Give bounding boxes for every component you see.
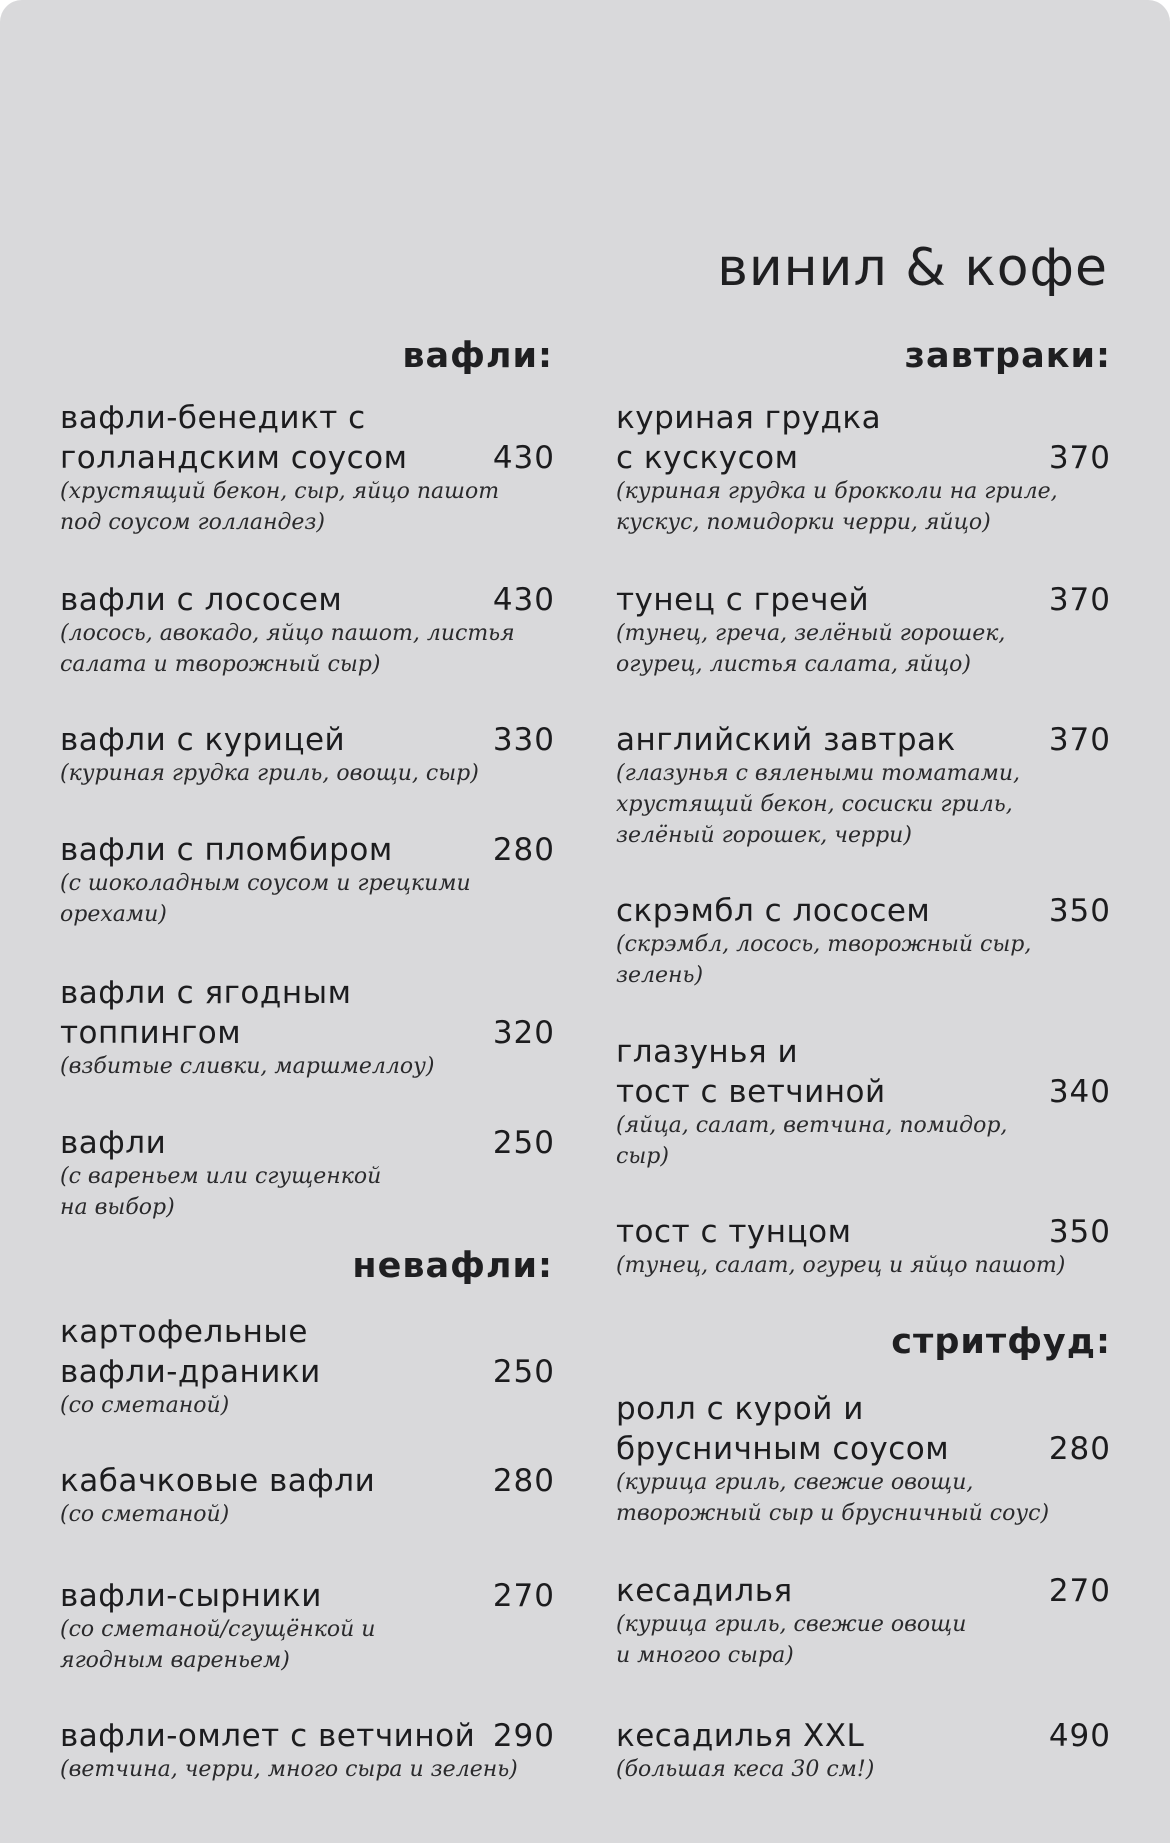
- menu-item: [616, 580, 1111, 680]
- item-name: тунец с гречей: [616, 582, 870, 618]
- item-description: (большая кеса 30 см!): [616, 1757, 875, 1782]
- item-description: (яйца, салат, ветчина, помидор, сыр): [616, 1113, 1008, 1169]
- menu-item: [616, 891, 1111, 991]
- item-name: английский завтрак: [616, 722, 956, 758]
- item-name: брусничным соусом: [616, 1431, 950, 1467]
- item-price: 490: [1048, 1718, 1111, 1754]
- item-description: (тунец, салат, огурец и яйцо пашот): [616, 1253, 1066, 1278]
- item-name-line: куриная грудка: [616, 400, 882, 436]
- item-price: 250: [492, 1354, 555, 1390]
- menu-item: [60, 1461, 555, 1530]
- item-description: (курица гриль, свежие овощи, творожный сыр и брусничный соус): [616, 1470, 1050, 1526]
- item-price: 340: [1048, 1074, 1111, 1110]
- item-description: (с вареньем или сгущенкой на выбор): [60, 1164, 382, 1220]
- menu-item: [60, 973, 555, 1082]
- item-name: вафли с пломбиром: [60, 832, 393, 868]
- item-price: 430: [492, 440, 555, 476]
- item-name: скрэмбл с лососем: [616, 893, 931, 929]
- menu-item: [60, 1716, 555, 1785]
- item-name-line: вафли-бенедикт с: [60, 400, 366, 436]
- brand-title: винил & кофе: [717, 238, 1108, 298]
- item-name: тост с тунцом: [616, 1214, 852, 1250]
- item-price: 430: [492, 582, 555, 618]
- item-name: вафли-драники: [60, 1354, 321, 1390]
- item-price: 290: [492, 1718, 555, 1754]
- item-description: (лосось, авокадо, яйцо пашот, листья салата и творожный сыр): [60, 621, 515, 677]
- item-description: (со сметаной): [60, 1502, 230, 1527]
- menu-item: [60, 398, 555, 538]
- menu-item: [60, 720, 555, 789]
- item-price: 270: [1048, 1573, 1111, 1609]
- item-description: (глазунья с вялеными томатами, хрустящий бекон, сосиски гриль, зелёный горошек, черри): [616, 761, 1020, 848]
- item-price: 370: [1048, 440, 1111, 476]
- menu-item: [616, 1032, 1111, 1172]
- item-price: 320: [492, 1015, 555, 1051]
- item-name: вафли с лососем: [60, 582, 343, 618]
- item-price: 270: [492, 1578, 555, 1614]
- item-name: топпингом: [60, 1015, 242, 1051]
- section-title-nonwaffles: невафли:: [352, 1246, 553, 1286]
- menu-item: [616, 720, 1111, 851]
- item-description: (скрэмбл, лосось, творожный сыр, зелень): [616, 932, 1032, 988]
- item-description: (ветчина, черри, много сыра и зелень): [60, 1757, 518, 1782]
- menu-item: [60, 580, 555, 680]
- item-price: 370: [1048, 582, 1111, 618]
- item-name: с кускусом: [616, 440, 799, 476]
- item-price: 330: [492, 722, 555, 758]
- menu-item: [60, 1312, 555, 1421]
- item-price: 250: [492, 1125, 555, 1161]
- menu-item: [616, 398, 1111, 538]
- menu-item: [60, 1123, 555, 1223]
- item-name: вафли-омлет с ветчиной: [60, 1718, 476, 1754]
- section-title-waffles: вафли:: [402, 336, 553, 376]
- item-description: (со сметаной/сгущёнкой и ягодным вареньем): [60, 1617, 376, 1673]
- item-price: 280: [492, 1463, 555, 1499]
- item-description: (со сметаной): [60, 1393, 230, 1418]
- item-description: (тунец, греча, зелёный горошек, огурец, листья салата, яйцо): [616, 621, 1006, 677]
- item-name-line: глазунья и: [616, 1034, 799, 1070]
- menu-item: [616, 1571, 1111, 1671]
- item-name: вафли: [60, 1125, 167, 1161]
- item-name-line: вафли с ягодным: [60, 975, 352, 1011]
- menu-item: [60, 830, 555, 930]
- item-description: (хрустящий бекон, сыр, яйцо пашот под соусом голландез): [60, 479, 500, 535]
- item-name: кесадилья XXL: [616, 1718, 865, 1754]
- item-description: (куриная грудка гриль, овощи, сыр): [60, 761, 479, 786]
- item-description: (с шоколадным соусом и грецкими орехами): [60, 871, 471, 927]
- item-price: 350: [1048, 1214, 1111, 1250]
- menu-item: [616, 1389, 1111, 1529]
- item-name: вафли с курицей: [60, 722, 346, 758]
- menu-item: [616, 1716, 1111, 1785]
- section-title-breakfasts: завтраки:: [904, 336, 1111, 376]
- item-name: кесадилья: [616, 1573, 793, 1609]
- item-price: 370: [1048, 722, 1111, 758]
- item-name: тост с ветчиной: [616, 1074, 886, 1110]
- item-price: 280: [1048, 1431, 1111, 1467]
- item-price: 350: [1048, 893, 1111, 929]
- item-name: кабачковые вафли: [60, 1463, 376, 1499]
- item-description: (курица гриль, свежие овощи и многоо сыра): [616, 1612, 967, 1668]
- item-name: вафли-сырники: [60, 1578, 322, 1614]
- item-price: 280: [492, 832, 555, 868]
- item-description: (куриная грудка и брокколи на гриле, кускус, помидорки черри, яйцо): [616, 479, 1058, 535]
- menu-item: [616, 1212, 1111, 1281]
- section-title-streetfood: стритфуд:: [891, 1322, 1111, 1362]
- item-name: голландским соусом: [60, 440, 408, 476]
- item-name-line: ролл с курой и: [616, 1391, 864, 1427]
- item-name-line: картофельные: [60, 1314, 308, 1350]
- menu-item: [60, 1576, 555, 1676]
- item-description: (взбитые сливки, маршмеллоу): [60, 1054, 435, 1079]
